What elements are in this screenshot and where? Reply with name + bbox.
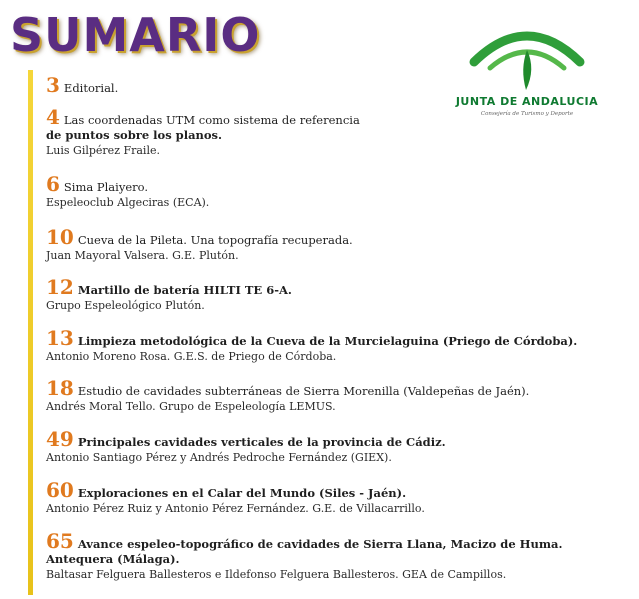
logo-emblem-icon bbox=[452, 14, 602, 99]
entry-title: Editorial. bbox=[63, 81, 119, 95]
entry-author: Andrés Moral Tello. Grupo de Espeleología LEMUS. bbox=[46, 400, 336, 413]
entry-author: Espeleoclub Algeciras (ECA). bbox=[46, 196, 210, 209]
page-number: 6 bbox=[46, 172, 60, 196]
entry-title: Las coordenadas UTM como sistema de referencia bbox=[63, 113, 360, 127]
toc-entry[interactable] bbox=[46, 327, 577, 365]
entry-author: Antonio Santiago Pérez y Andrés Pedroche Fernández (GIEX). bbox=[46, 451, 392, 464]
page-number: 13 bbox=[46, 326, 74, 350]
entry-title: Limpieza metodológica de la Cueva de la Murcielaguina (Priego de Córdoba). bbox=[77, 334, 578, 348]
entry-title: Exploraciones en el Calar del Mundo (Siles - Jaén). bbox=[77, 486, 407, 500]
vertical-accent-bar bbox=[28, 70, 33, 595]
entry-title-cont: de puntos sobre los planos. bbox=[46, 128, 223, 142]
page-number: 65 bbox=[46, 529, 74, 553]
entry-title: Cueva de la Pileta. Una topografía recuperada. bbox=[77, 233, 353, 247]
junta-andalucia-logo bbox=[452, 14, 602, 124]
entry-title: Avance espeleo-topográfico de cavidades de Sierra Llana, Macizo de Huma. bbox=[77, 537, 563, 551]
entry-title: Martillo de batería HILTI TE 6-A. bbox=[77, 283, 292, 297]
page-title: SUMARIO bbox=[10, 8, 261, 62]
page-number: 18 bbox=[46, 376, 74, 400]
page-number: 3 bbox=[46, 73, 60, 97]
logo-subtitle: Consejería de Turismo y Deporte bbox=[480, 111, 574, 117]
entry-author: Juan Mayoral Valsera. G.E. Plutón. bbox=[46, 249, 239, 262]
toc-entry[interactable] bbox=[46, 74, 118, 96]
page-number: 49 bbox=[46, 427, 74, 451]
toc-entry[interactable] bbox=[46, 226, 353, 264]
toc-entry[interactable] bbox=[46, 276, 292, 314]
entry-title-cont: Antequera (Málaga). bbox=[46, 552, 180, 566]
entry-author: Antonio Moreno Rosa. G.E.S. de Priego de Córdoba. bbox=[46, 350, 337, 363]
page-number: 12 bbox=[46, 275, 74, 299]
entry-author: Baltasar Felguera Ballesteros e Ildefonso Felguera Ballesteros. GEA de Campillos. bbox=[46, 568, 507, 581]
entry-author: Luis Gilpérez Fraile. bbox=[46, 144, 160, 157]
entry-title: Sima Plaiyero. bbox=[63, 180, 149, 194]
entry-title: Estudio de cavidades subterráneas de Sierra Morenilla (Valdepeñas de Jaén). bbox=[77, 384, 530, 398]
toc-entry[interactable] bbox=[46, 377, 529, 415]
toc-entry[interactable] bbox=[46, 479, 425, 517]
logo-name: JUNTA DE ANDALUCIA bbox=[455, 95, 599, 108]
page-number: 60 bbox=[46, 478, 74, 502]
page-number: 10 bbox=[46, 225, 74, 249]
entry-title: Principales cavidades verticales de la provincia de Cádiz. bbox=[77, 435, 446, 449]
entry-author: Grupo Espeleológico Plutón. bbox=[46, 299, 205, 312]
toc-entry[interactable] bbox=[46, 173, 209, 211]
toc-entry[interactable] bbox=[46, 106, 360, 159]
page-number: 4 bbox=[46, 105, 60, 129]
toc-entry[interactable] bbox=[46, 530, 563, 583]
toc-entry[interactable] bbox=[46, 428, 446, 466]
entry-author: Antonio Pérez Ruiz y Antonio Pérez Fernández. G.E. de Villacarrillo. bbox=[46, 502, 425, 515]
